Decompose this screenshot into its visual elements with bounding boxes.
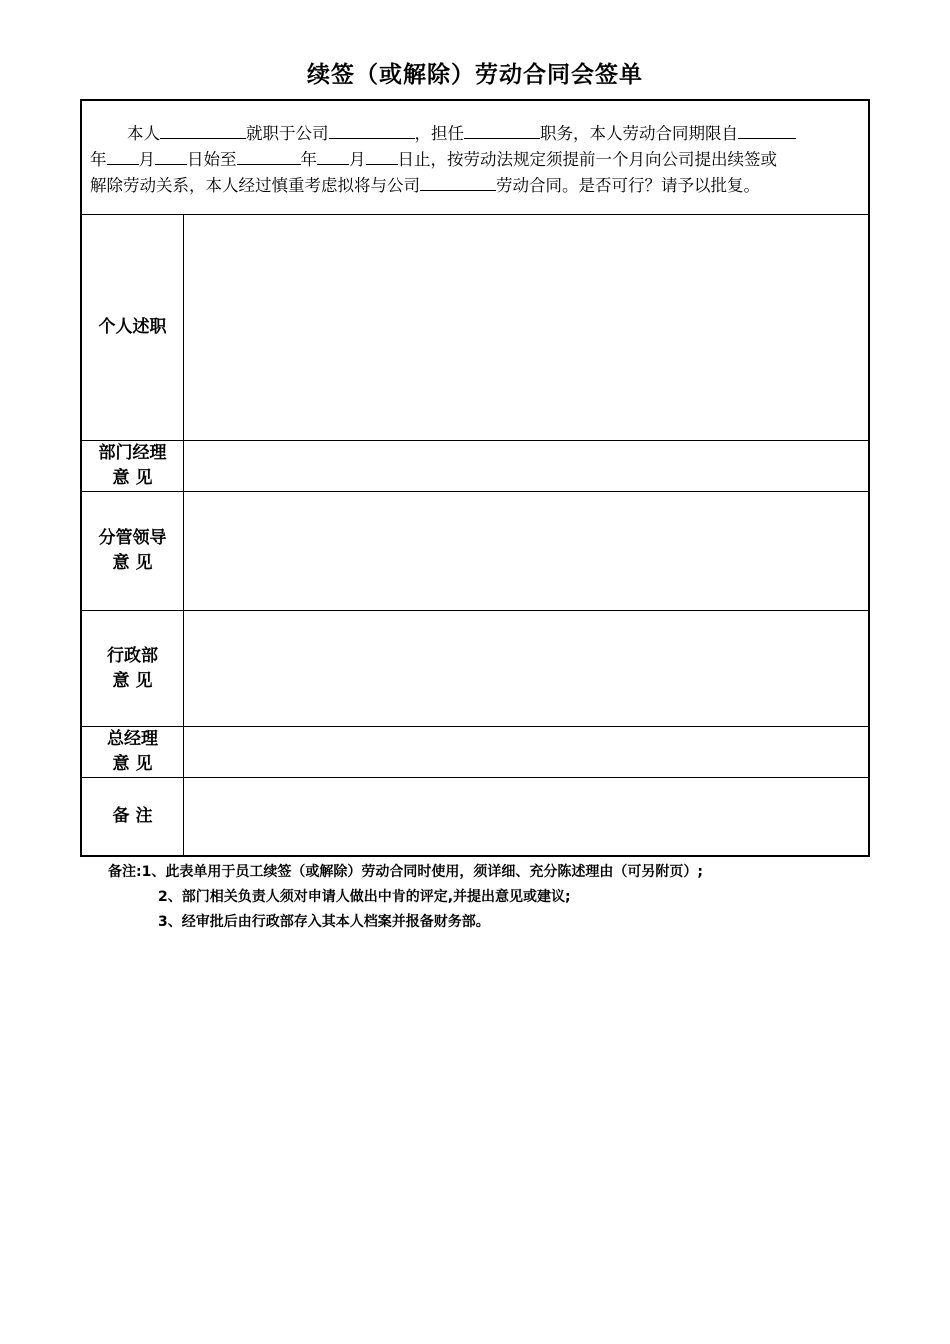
row-supervising-leader (82, 492, 868, 611)
name-blank[interactable] (160, 121, 246, 139)
statement-text: 解除劳动关系，本人经过慎重考虑拟将与公司 (90, 176, 420, 195)
statement-text: 劳动合同。是否可行？请予以批复。 (496, 176, 760, 195)
admin-department-opinion-field[interactable] (184, 611, 868, 726)
row-label-subtext: 意 见 (112, 754, 153, 774)
end-day-blank[interactable] (366, 147, 398, 165)
general-manager-opinion-field[interactable] (184, 727, 868, 777)
row-personal-statement (82, 215, 868, 441)
row-label-text: 总经理 (107, 729, 158, 749)
start-year-blank[interactable] (738, 121, 796, 139)
personal-statement-field[interactable] (184, 215, 868, 440)
row-label-text: 备 注 (112, 806, 153, 826)
footnote-2: 2、部门相关负责人须对申请人做出中肯的评定,并提出意见或建议; (158, 889, 571, 905)
row-label (82, 215, 184, 440)
row-department-manager (82, 441, 868, 492)
statement-text: 日始至 (187, 150, 237, 169)
page-title: 续签（或解除）劳动合同会签单 (307, 62, 643, 88)
statement-text: 本人 (127, 124, 160, 143)
contract-action-blank[interactable] (420, 173, 496, 191)
row-label-subtext: 意 见 (112, 670, 153, 691)
remarks-field[interactable] (184, 778, 868, 855)
start-month-blank[interactable] (107, 147, 139, 165)
statement-text: 年 (90, 150, 107, 169)
statement-text: 就职于公司 (246, 124, 329, 143)
row-label-text: 个人述职 (98, 317, 167, 337)
statement-text: 职务，本人劳动合同期限自 (540, 124, 738, 143)
footnotes (108, 860, 703, 935)
footnote-3: 3、经审批后由行政部存入其本人档案并报备财务部。 (158, 914, 490, 930)
statement-text: 年 (300, 150, 317, 169)
statement-text: ，担任 (414, 124, 464, 143)
statement-text: 月 (349, 150, 366, 169)
row-admin-department (82, 611, 868, 727)
end-month-blank[interactable] (317, 147, 349, 165)
end-year-blank[interactable] (237, 147, 301, 165)
statement-line-3 (90, 173, 854, 199)
row-label (82, 727, 184, 777)
statement-line-2 (90, 147, 854, 173)
company-blank[interactable] (329, 121, 415, 139)
sign-off-form (80, 99, 870, 857)
statement-text: 日止，按劳动法规定须提前一个月向公司提出续签或 (397, 150, 777, 169)
position-blank[interactable] (464, 121, 540, 139)
row-general-manager (82, 727, 868, 778)
supervising-leader-opinion-field[interactable] (184, 492, 868, 610)
row-label-text: 分管领导 (98, 528, 167, 548)
start-day-blank[interactable] (155, 147, 187, 165)
application-statement (82, 101, 868, 215)
row-label-subtext: 意 见 (112, 468, 153, 488)
row-label (82, 492, 184, 610)
row-label-text: 行政部 (107, 645, 158, 666)
row-label (82, 611, 184, 726)
footnote-1: 备注:1、此表单用于员工续签（或解除）劳动合同时使用，须详细、充分陈述理由（可另附页）; (108, 864, 703, 880)
row-label (82, 778, 184, 855)
department-manager-opinion-field[interactable] (184, 441, 868, 491)
statement-line-1 (90, 121, 854, 147)
statement-text: 月 (138, 150, 155, 169)
row-label-text: 部门经理 (98, 443, 167, 463)
row-label-subtext: 意 见 (112, 553, 153, 573)
row-label (82, 441, 184, 491)
row-remarks (82, 778, 868, 855)
